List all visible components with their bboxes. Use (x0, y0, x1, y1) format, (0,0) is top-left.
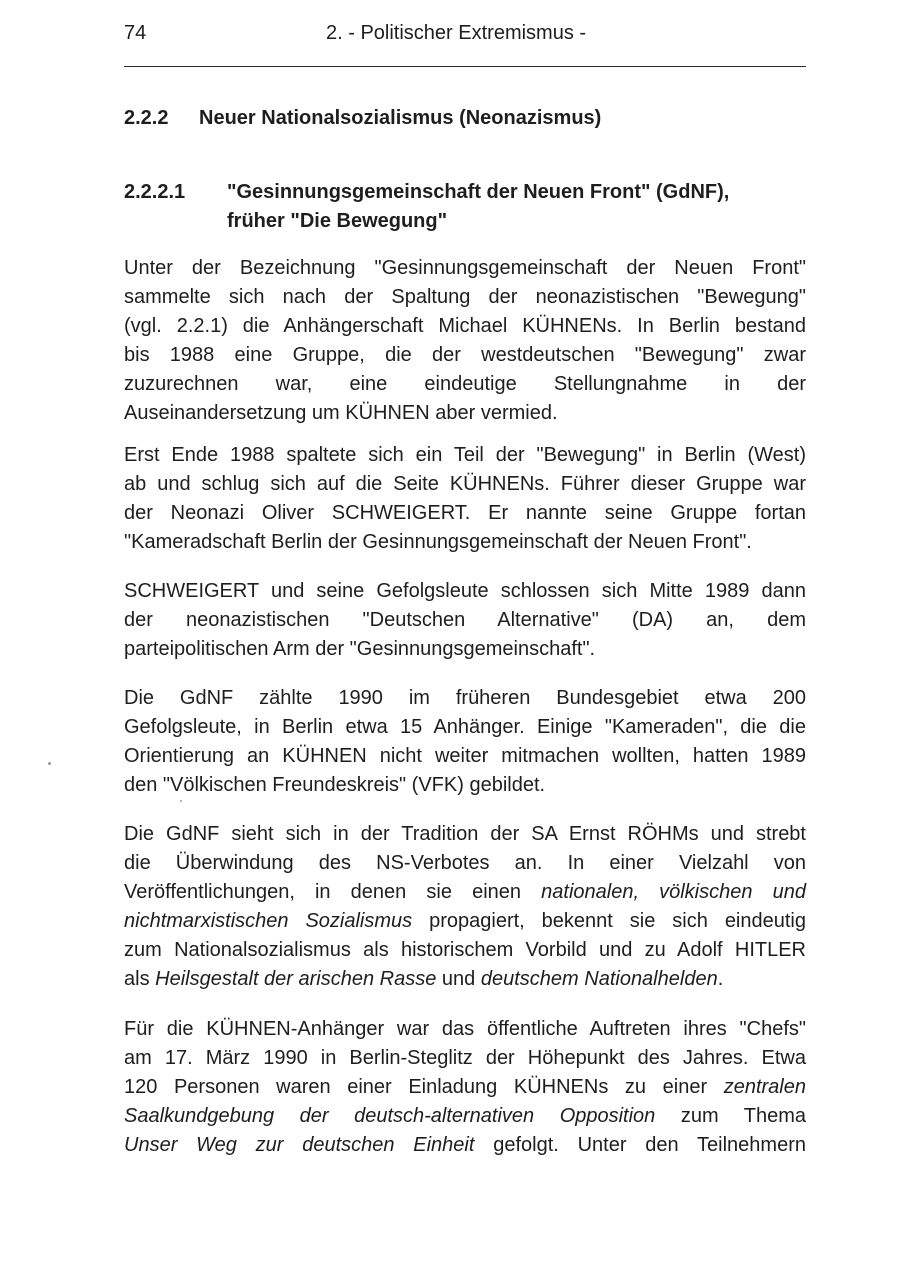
section-title: Neuer Nationalsozialismus (Neonazismus) (199, 107, 602, 129)
paragraph-line (124, 1102, 806, 1131)
subsection-title-line1: "Gesinnungsgemeinschaft der Neuen Front" (GdNF), (227, 181, 730, 203)
paragraph-line: Gefolgsleute, in Berlin etwa 15 Anhänger. Einige "Kameraden", die die (124, 716, 806, 738)
subsection-title-line2: früher "Die Bewegung" (227, 210, 448, 232)
text-run: gefolgt. Unter den Teilnehmern (474, 1134, 806, 1156)
paragraph-line: SCHWEIGERT und seine Gefolgsleute schlossen sich Mitte 1989 dann (124, 580, 806, 602)
text-run: als (124, 968, 156, 990)
paragraph-line: zuzurechnen war, eine eindeutige Stellungnahme in der (124, 373, 806, 395)
paragraph-line: die Überwindung des NS-Verbotes an. In einer Vielzahl von (124, 852, 806, 874)
emphasis: Unser Weg zur deutschen Einheit (124, 1134, 475, 1156)
text-run: 120 Personen waren einer Einladung KÜHNENs zu einer (124, 1076, 724, 1098)
text-run: . (717, 968, 724, 990)
paragraph-line: zum Nationalsozialismus als historischem Vorbild und zu Adolf HITLER (124, 939, 806, 961)
paragraph-line (124, 907, 806, 936)
paragraph-5 (124, 820, 806, 994)
scan-speck (180, 800, 182, 802)
text-run: zum Thema (655, 1105, 807, 1127)
paragraph-line: Unter der Bezeichnung "Gesinnungsgemeinschaft der Neuen Front" (124, 257, 806, 279)
paragraph-line: parteipolitischen Arm der "Gesinnungsgemeinschaft". (124, 638, 596, 660)
section-number: 2.2.2 (124, 107, 169, 129)
page-number: 74 (124, 22, 147, 44)
paragraph-line: Die GdNF zählte 1990 im früheren Bundesgebiet etwa 200 (124, 687, 806, 709)
paragraph-line: Orientierung an KÜHNEN nicht weiter mitmachen wollten, hatten 1989 (124, 745, 806, 767)
paragraph-3 (124, 577, 806, 664)
paragraph-line: "Kameradschaft Berlin der Gesinnungsgemeinschaft der Neuen Front". (124, 531, 752, 553)
running-title: 2. - Politischer Extremismus - (326, 22, 587, 44)
subsection-heading (124, 178, 729, 236)
running-header (124, 22, 806, 52)
paragraph-line: der neonazistischen "Deutschen Alternative" (DA) an, dem (124, 609, 806, 631)
emphasis: deutschem Nationalhelden (480, 968, 718, 990)
paragraph-line: der Neonazi Oliver SCHWEIGERT. Er nannte seine Gruppe fortan (124, 502, 806, 524)
paragraph-line: ab und schlug sich auf die Seite KÜHNENs. Führer dieser Gruppe war (124, 473, 806, 495)
text-run: und (436, 968, 481, 990)
emphasis: Heilsgestalt der arischen Rasse (155, 968, 437, 990)
subsection-number: 2.2.2.1 (124, 181, 186, 203)
section-heading (124, 107, 601, 130)
emphasis: nationalen, völkischen und (541, 881, 806, 903)
paragraph-6 (124, 1015, 806, 1160)
paragraph-line: Erst Ende 1988 spaltete sich ein Teil der "Bewegung" in Berlin (West) (124, 444, 806, 466)
paragraph-line: bis 1988 eine Gruppe, die der westdeutschen "Bewegung" zwar (124, 344, 806, 366)
paragraph-line (124, 1073, 806, 1102)
paragraph-line (124, 878, 806, 907)
paragraph-line: am 17. März 1990 in Berlin-Steglitz der Höhepunkt des Jahres. Etwa (124, 1047, 806, 1069)
paragraph-line (124, 1131, 806, 1160)
header-rule (124, 66, 806, 67)
paragraph-line: Auseinandersetzung um KÜHNEN aber vermied. (124, 402, 558, 424)
text-run: Veröffentlichungen, in denen sie einen (124, 881, 542, 903)
emphasis: nichtmarxistischen Sozialismus (124, 910, 413, 932)
paragraph-line: (vgl. 2.2.1) die Anhängerschaft Michael KÜHNENs. In Berlin bestand (124, 315, 806, 337)
scan-speck (48, 762, 51, 765)
paragraph-1 (124, 254, 806, 428)
paragraph-line: sammelte sich nach der Spaltung der neonazistischen "Bewegung" (124, 286, 806, 308)
emphasis: zentralen (723, 1076, 806, 1098)
paragraph-line (124, 965, 806, 994)
paragraph-2 (124, 441, 806, 557)
paragraph-line: Für die KÜHNEN-Anhänger war das öffentliche Auftreten ihres "Chefs" (124, 1018, 806, 1040)
text-run: propagiert, bekennt sie sich eindeutig (412, 910, 806, 932)
paragraph-4 (124, 684, 806, 800)
paragraph-line: den "Völkischen Freundeskreis" (VFK) gebildet. (124, 774, 546, 796)
emphasis: Saalkundgebung der deutsch-alternativen Opposition (124, 1105, 656, 1127)
paragraph-line: Die GdNF sieht sich in der Tradition der SA Ernst RÖHMs und strebt (124, 823, 806, 845)
